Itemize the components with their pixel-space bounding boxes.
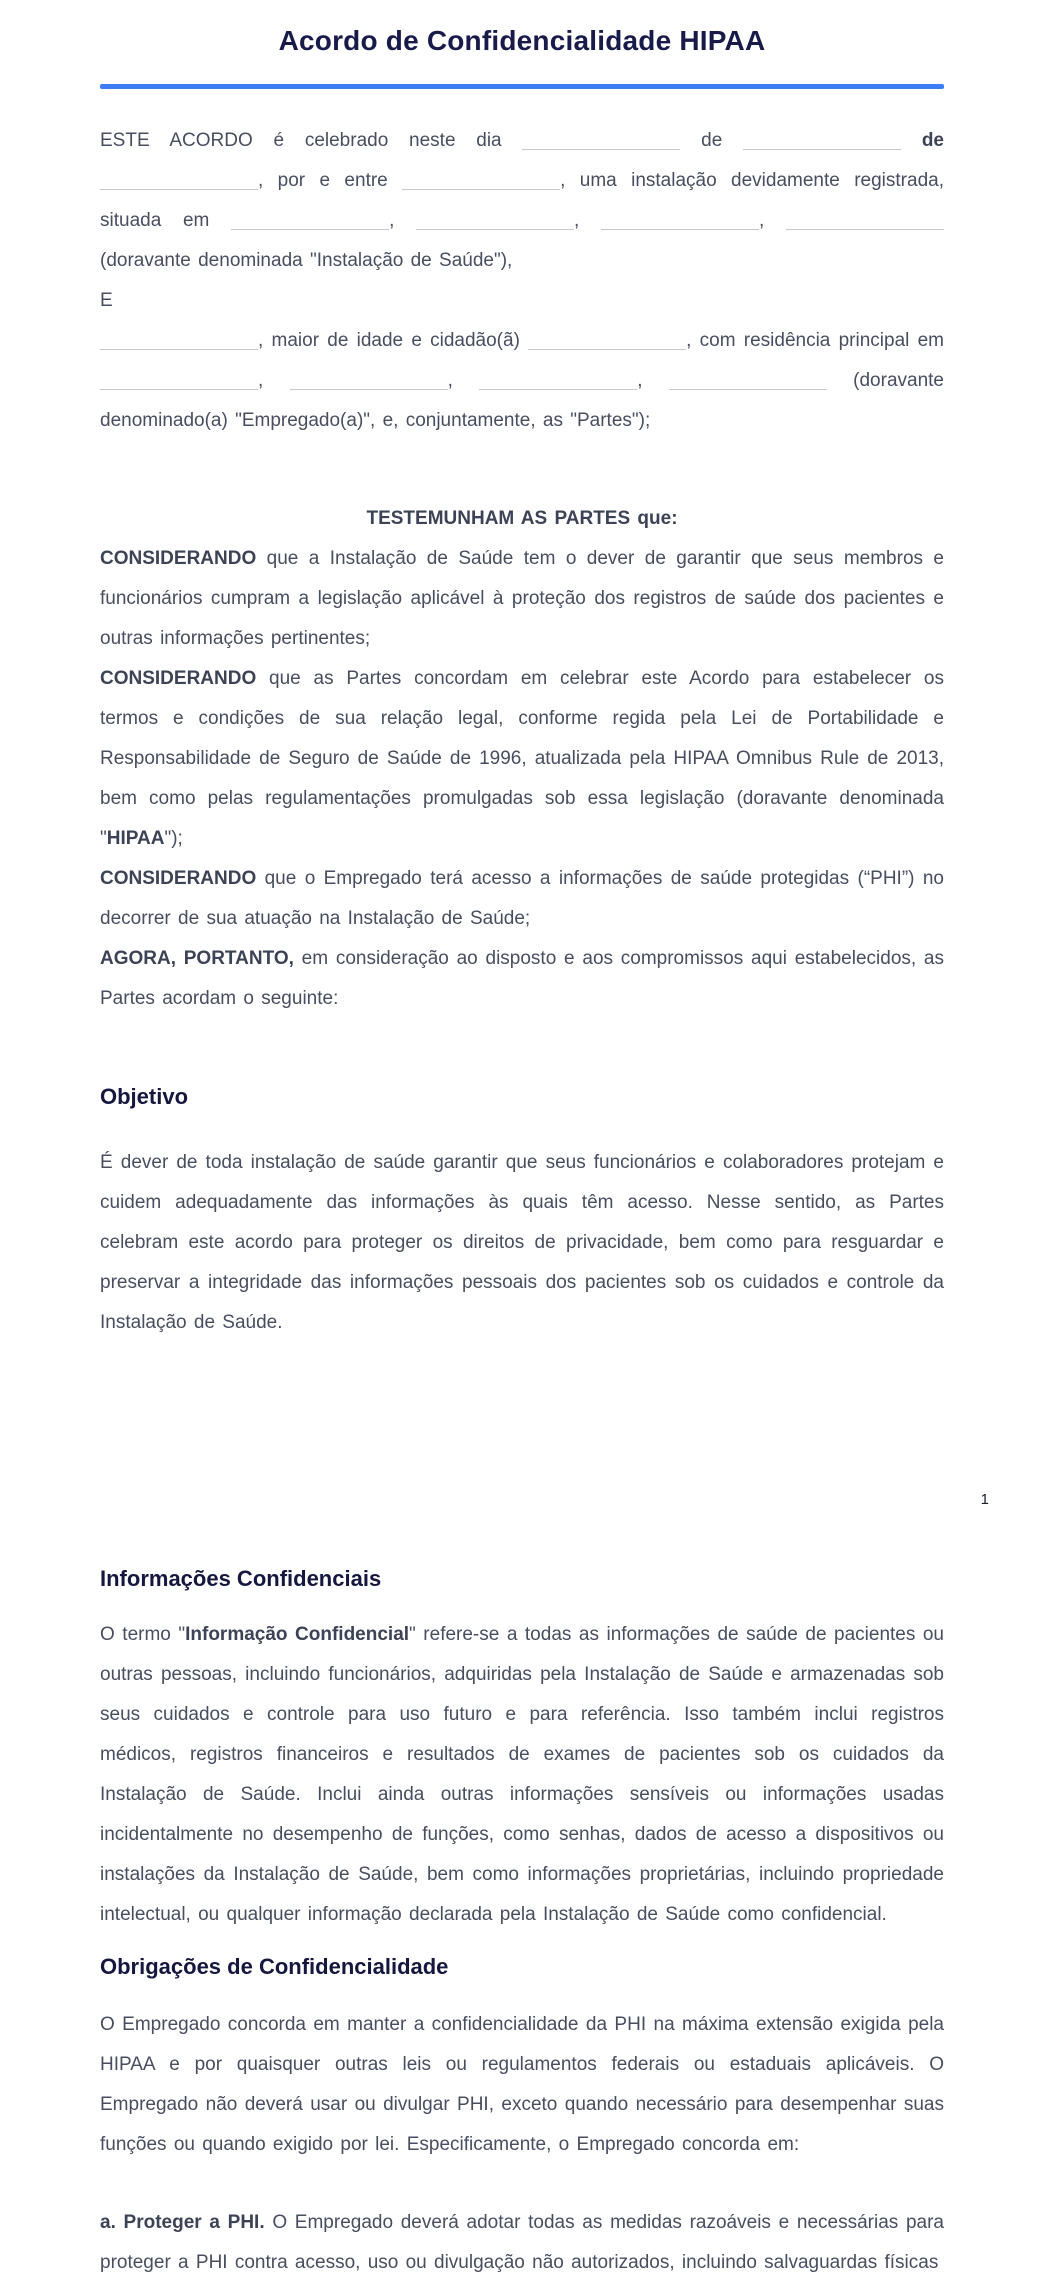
text-segment: , com residência principal em [686,330,944,351]
text-segment: O Empregado concorda em manter a confidencialidade da PHI na máxima extensão exigida pela HIPAA e por quaisquer outras leis ou regulamentos federais ou estaduais aplicáveis. O Empregado não deverá usar ou divulgar PHI, exceto quando necessário para desempenhar suas funções ou quando exigido por lei. Especificamente, o Empregado concorda em: [100,2014,944,2155]
blank-field [601,229,759,230]
text-segment: O Empregado deverá adotar todas as medidas razoáveis e necessárias para proteger a PHI contra acesso, uso ou divulgação não autorizados, incluindo salvaguardas físicas [100,2212,945,2273]
blank-field [416,229,574,230]
item-a-proteger-phi-paragraph [100,2203,944,2283]
section-heading-objetivo: Objetivo [100,1084,189,1109]
blank-field [402,189,560,190]
intro-section [100,121,944,441]
text-segment: (doravante denominado(a) "Empregado(a)", e, conjuntamente, as "Partes"); [100,370,944,431]
page-number: 1 [980,1491,989,1508]
text-segment: AGORA, PORTANTO, [100,948,294,969]
text-segment: O termo " [100,1624,186,1645]
text-segment: , [759,210,787,231]
text-segment [901,130,922,151]
text-segment: de [921,130,944,151]
text-segment: , [447,370,480,391]
witness-clause [100,499,944,539]
text-segment: E [100,290,113,311]
considerando-paragraph-3 [100,859,944,939]
blank-field [100,349,258,350]
blank-field [786,229,944,230]
text-segment: CONSIDERANDO [100,668,257,689]
text-segment: ESTE ACORDO é celebrado neste dia [100,130,523,151]
obrigacoes-paragraph [100,2005,944,2165]
section-heading-informacoes-confidenciais: Informações Confidenciais [100,1566,382,1591]
text-segment: em consideração ao disposto e aos compromissos aqui estabelecidos, as Partes acordam o seguinte: [100,948,944,1009]
blank-field [743,149,901,150]
blank-field [522,149,680,150]
objetivo-paragraph [100,1143,944,1343]
title-divider-rule [100,84,944,89]
text-segment: HIPAA [106,828,165,849]
text-segment: , [389,210,417,231]
text-segment: , [258,370,290,391]
intro-paragraph-2 [100,281,944,321]
text-segment: TESTEMUNHAM AS PARTES que: [366,508,678,529]
informacoes-confidenciais-paragraph [100,1615,944,1935]
text-segment: de [680,130,744,151]
text-segment: a. Proteger a PHI. [100,2212,265,2233]
blank-field [100,389,258,390]
considerando-paragraph-2 [100,659,944,859]
blank-field [290,389,448,390]
blank-field [231,229,389,230]
text-segment: que as Partes concordam em celebrar este Acordo para estabelecer os termos e condições de sua relação legal, conforme regida pela Lei de Portabilidade e Responsabilidade de Seguro de Saúde de 1996, atualizada pela HIPAA Omnibus Rule de 2013, bem como pelas regulamentações promulgadas sob essa legislação (doravante denominada " [100,668,944,849]
text-segment: que o Empregado terá acesso a informações de saúde protegidas (“PHI”) no decorrer de sua atuação na Instalação de Saúde; [100,868,944,929]
section-heading-obrigacoes: Obrigações de Confidencialidade [100,1954,449,1979]
intro-paragraph-3 [100,321,944,441]
text-segment: CONSIDERANDO [100,868,257,889]
text-segment: "); [164,828,183,849]
blank-field [669,389,827,390]
text-segment: que a Instalação de Saúde tem o dever de garantir que seus membros e funcionários cumpram a legislação aplicável à proteção dos registros de saúde dos pacientes e outras informações pertinentes; [100,548,944,649]
text-segment: " refere-se a todas as informações de saúde de pacientes ou outras pessoas, incluindo funcionários, adquiridas pela Instalação de Saúde e armazenadas sob seus cuidados e controle para uso futuro e para referência. Isso também inclui registros médicos, registros financeiros e resultados de exames de pacientes sob os cuidados da Instalação de Saúde. Inclui ainda outras informações sensíveis ou informações usadas incidentalmente no desempenho de funções, como senhas, dados de acesso a dispositivos ou instalações da Instalação de Saúde, bem como informações proprietárias, incluindo propriedade intelectual, ou qualquer informação declarada pela Instalação de Saúde como confidencial. [100,1624,944,1925]
text-segment: , [574,210,602,231]
text-segment: , [637,370,669,391]
text-segment: CONSIDERANDO [100,548,257,569]
blank-field [479,389,637,390]
text-segment: Informação Confidencial [185,1624,410,1645]
intro-paragraph-1 [100,121,944,281]
text-segment: É dever de toda instalação de saúde garantir que seus funcionários e colaboradores protejam e cuidem adequadamente das informações às quais têm acesso. Nesse sentido, as Partes celebram este acordo para proteger os direitos de privacidade, bem como para resguardar e preservar a integridade das informações pessoais dos pacientes sob os cuidados e controle da Instalação de Saúde. [100,1152,944,1333]
agora-portanto-paragraph [100,939,944,1019]
text-segment: , maior de idade e cidadão(ã) [258,330,529,351]
document-title: Acordo de Confidencialidade HIPAA [278,25,766,56]
blank-field [528,349,686,350]
considerando-paragraph-1 [100,539,944,659]
text-segment: (doravante denominada "Instalação de Saúde"), [100,250,513,271]
text-segment: , por e entre [258,170,403,191]
text-segment: , uma instalação devidamente registrada, situada em [100,170,944,231]
document-page [0,24,1044,2273]
blank-field [100,189,258,190]
